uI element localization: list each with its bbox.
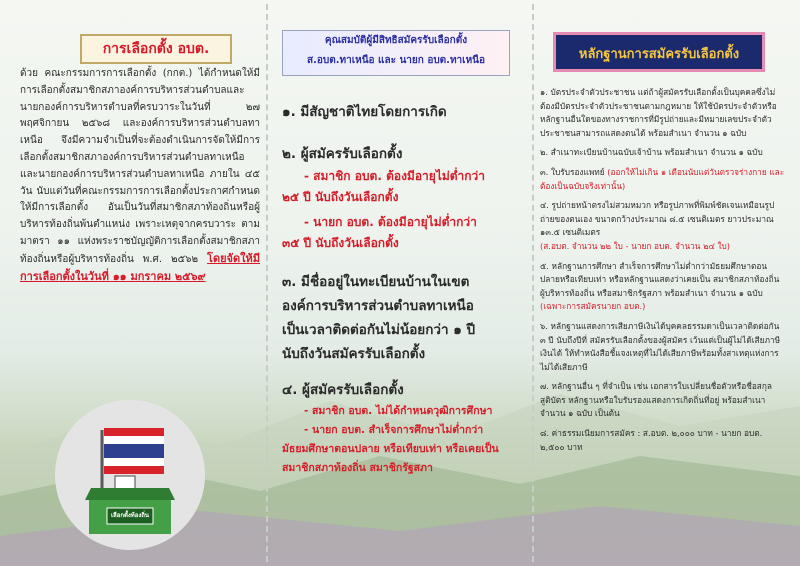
document-item-3-label: ๓. ใบรับรองแพทย์ [540, 166, 605, 177]
qualification-item-4b-line3: สมาชิกสภาท้องถิ่น สมาชิกรัฐสภา [282, 462, 433, 474]
qualification-item-3-line2: องค์การบริหารส่วนตำบลทาเหนือ [282, 298, 474, 314]
document-item-8: ๘. ค่าธรรมเนียมการสมัคร : ส.อบต. ๒,๐๐๐ บาท - นายก อบต. ๒,๕๐๐ บาท [540, 428, 763, 452]
document-item-3-note: (ออกให้ไม่เกิน ๑ เดือนนับแต่วันตรวจร่างกาย และต้องเป็นฉบับจริงเท่านั้น) [540, 166, 785, 191]
qualification-item-2a: - สมาชิก อบต. ต้องมีอายุไม่ต่ำกว่า [304, 169, 486, 183]
document-item-5 [540, 260, 786, 314]
qualifications-title [282, 30, 510, 76]
document-item-4-note: (ส.อบต. จำนวน ๒๒ ใบ - นายก อบต. จำนวน ๒๔ ใบ) [540, 240, 731, 251]
qualification-item-3-line4: นับถึงวันสมัครรับเลือกตั้ง [282, 346, 426, 362]
ballot-box-icon [55, 400, 205, 550]
election-announcement [20, 66, 260, 286]
column-divider-left [266, 4, 268, 562]
ballot-box-illustration [55, 400, 205, 550]
qualification-item-1: ๑. มีสัญชาติไทยโดยการเกิด [282, 104, 447, 120]
qualification-item-2b-cont: ๓๕ ปี นับถึงวันเลือกตั้ง [282, 236, 399, 250]
qualification-item-4b: - นายก อบต. สำเร็จการศึกษาไม่ต่ำกว่า [304, 424, 484, 436]
document-item-4 [540, 199, 786, 253]
ballot-box-label: เลือกตั้งท้องถิ่น [110, 512, 149, 519]
qualification-item-4: ๔. ผู้สมัครรับเลือกตั้ง [282, 382, 404, 398]
qualifications-list [282, 100, 522, 478]
announcement-text: ด้วย คณะกรรมการการเลือกตั้ง (กกต.) ได้กำหนดให้มีการเลือกตั้งสมาชิกสภาองค์การบริหารส่วนตำบลและนายกองค์การบริหารตำบลที่ครบวาระในวันที่ ๒๗ พฤศจิกายน ๒๕๖๘ และองค์การบริหารส่วนตำบลทาเหนือ จึงมีความจำเป็นที่จะต้องดำเนินการจัดให้มีการเลือกตั้งสมาชิกสภาองค์การบริหารส่วนตำบลทาเหนือ และนายกองค์การบริหารส่วนตำบลทาเหนือ ภายใน ๔๕ วัน นับแต่วันที่คณะกรรมการการเลือกตั้งประกาศกำหนดให้มีการเลือกตั้ง อันเป็นวันที่สมาชิกสภาท้องถิ่นหรือผู้บริหารท้องถิ่นพ้นตำแหน่ง เพราะเหตุจากครบวาระ ตามมาตรา ๑๑ แห่งพระราชบัญญัติการเลือกตั้งสมาชิกสภาท้องถิ่นหรือผู้บริหารท้องถิ่น พ.ศ. ๒๕๖๒ [20, 68, 260, 265]
documents-title: หลักฐานการสมัครรับเลือกตั้ง [553, 32, 765, 72]
qualification-item-4b-line2: มัธยมศึกษาตอนปลาย หรือเทียบเท่า หรือเคยเป็น [282, 443, 499, 455]
qualification-item-2a-cont: ๒๕ ปี นับถึงวันเลือกตั้ง [282, 190, 399, 204]
election-title: การเลือกตั้ง อบต. [80, 34, 232, 64]
document-item-7: ๗. หลักฐานอื่น ๆ ที่จำเป็น เช่น เอกสารใบเปลี่ยนชื่อตัวหรือชื่อสกุล สูติบัตร หลักฐานหรือใบรับรองแสดงการเกิดถิ่นที่อยู่ พร้อมสำเนา จำนวน ๑ ฉบับ เป็นต้น [540, 381, 772, 419]
qualification-item-2b: - นายก อบต. ต้องมีอายุไม่ต่ำกว่า [304, 215, 477, 229]
qualifications-title-line1: คุณสมบัติผู้มีสิทธิสมัครรับเลือกตั้ง [324, 35, 468, 46]
document-item-2: ๒. สำเนาทะเบียนบ้านฉบับเจ้าบ้าน พร้อมสำเนา จำนวน ๑ ฉบับ [540, 147, 763, 158]
qualification-item-2: ๒. ผู้สมัครรับเลือกตั้ง [282, 146, 403, 162]
document-item-1: ๑. บัตรประจำตัวประชาชน แต่ถ้าผู้สมัครรับเลือกตั้งเป็นบุคคลซึ่งไม่ต้องมีบัตรประจำตัวประชาชนตามกฎหมาย ให้ใช้บัตรประจำตัวหรือหลักฐานอื่นใดของทางราชการที่มีรูปถ่ายและมีหมายเลขประจำตัวประชาชนสามารถแสดงตนได้ พร้อมสำเนา จำนวน ๑ ฉบับ [540, 87, 777, 138]
document-item-4-text: ๔. รูปถ่ายหน้าตรงไม่สวมหมวก หรือรูปภาพที่พิมพ์ชัดเจนเหมือนรูปถ่ายของตนเอง ขนาดกว้างประมาณ ๘.๕ เซนติเมตร ยาวประมาณ ๑๓.๕ เซนติเมตร [540, 200, 775, 238]
qualification-item-3-line3: เป็นเวลาติดต่อกันไม่น้อยกว่า ๑ ปี [282, 322, 476, 338]
document-item-6: ๖. หลักฐานแสดงการเสียภาษีเงินได้บุคคลธรรมดาเป็นเวลาติดต่อกัน ๓ ปี นับถึงปีที่ สมัครรับเลือกตั้งของผู้สมัคร เว้นแต่เป็นผู้ไม่ได้เสียภาษีเงินได้ ให้ทำหนังสือชี้แจงเหตุที่ไม่ได้เสียภาษีพร้อมทั้งสาเหตุแห่งการไม่ได้เสียภาษี [540, 320, 781, 372]
qualifications-title-line2: ส.อบต.ทาเหนือ และ นายก อบต.ทาเหนือ [306, 55, 486, 66]
document-item-3 [540, 166, 786, 193]
column-divider-right [532, 4, 534, 562]
document-item-5-text: ๕. หลักฐานการศึกษา สำเร็จการศึกษาไม่ต่ำกว่ามัธยมศึกษาตอนปลายหรือเทียบเท่า หรือหลักฐานแสดงว่าเคยเป็น สมาชิกสภาท้องถิ่น ผู้บริหารท้องถิ่น หรือสมาชิกรัฐสภา พร้อมสำเนา จำนวน ๑ ฉบับ [540, 260, 780, 298]
qualification-item-4a: - สมาชิก อบต. ไม่ได้กำหนดวุฒิการศึกษา [304, 405, 493, 417]
qualification-item-3: ๓. มีชื่ออยู่ในทะเบียนบ้านในเขต [282, 274, 470, 290]
document-item-5-note: (เฉพาะการสมัครนายก อบต.) [540, 301, 646, 312]
election-date-highlight: โดยจัดให้มีการเลือกตั้งในวันที่ ๑๑ มกราคม ๒๕๖๙ [20, 251, 260, 283]
documents-list [540, 86, 786, 460]
